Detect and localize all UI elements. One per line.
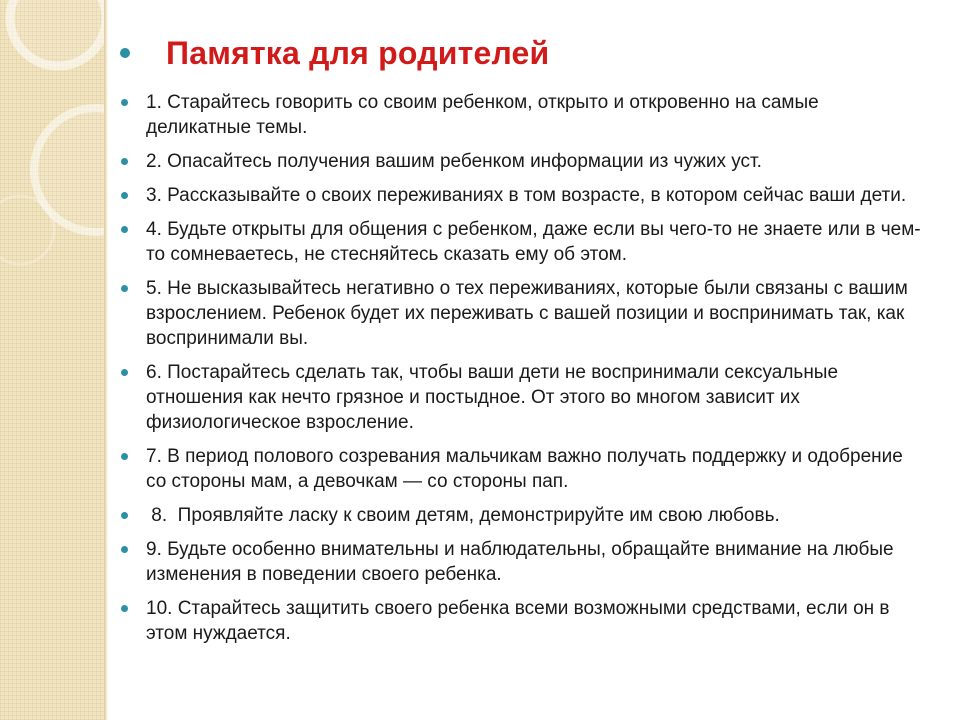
title-row bbox=[118, 28, 928, 78]
list-item bbox=[118, 217, 928, 267]
side-panel-border bbox=[104, 0, 108, 720]
bullet-icon bbox=[121, 605, 128, 612]
content-area bbox=[118, 28, 928, 655]
bullet-icon bbox=[121, 158, 128, 165]
bullet-icon bbox=[121, 192, 128, 199]
list-item-text: 1. Старайтесь говорить со своим ребенком, открыто и откровенно на самые деликатные темы. bbox=[146, 92, 819, 138]
list-item bbox=[118, 90, 928, 140]
list-item-text: 9. Будьте особенно внимательны и наблюдательны, обращайте внимание на любые изменения в поведении своего ребенка. bbox=[146, 539, 894, 585]
list-item-text: 7. В период полового созревания мальчикам важно получать поддержку и одобрение со стороны мам, а девочкам — со стороны пап. bbox=[146, 446, 903, 492]
list-item bbox=[118, 183, 928, 208]
bullet-icon bbox=[121, 99, 128, 106]
list-item-text: 2. Опасайтесь получения вашим ребенком информации из чужих уст. bbox=[146, 151, 762, 172]
bullet-icon bbox=[121, 546, 128, 553]
list-item bbox=[118, 444, 928, 494]
list-item-text: 3. Рассказывайте о своих переживаниях в том возрасте, в котором сейчас ваши дети. bbox=[146, 185, 907, 206]
list-item-text: 8. Проявляйте ласку к своим детям, демонстрируйте им свою любовь. bbox=[146, 505, 780, 526]
list-item-text: 4. Будьте открыты для общения с ребенком, даже если вы чего-то не знаете или в чем-то сомневаетесь, не стесняйтесь сказать ему об этом. bbox=[146, 219, 921, 265]
decorative-side-panel bbox=[0, 0, 104, 720]
bullet-icon bbox=[121, 226, 128, 233]
list-item bbox=[118, 149, 928, 174]
bullet-icon bbox=[121, 285, 128, 292]
list-item bbox=[118, 360, 928, 435]
bullet-icon bbox=[121, 453, 128, 460]
page-title: Памятка для родителей bbox=[166, 34, 550, 71]
bullet-icon bbox=[121, 512, 128, 519]
list-item bbox=[118, 537, 928, 587]
list-item bbox=[118, 276, 928, 351]
list-item-text: 5. Не высказывайтесь негативно о тех переживаниях, которые были связаны с вашим взрослением. Ребенок будет их переживать с вашей позиции и воспринимать так, как воспринимали вы. bbox=[146, 278, 908, 349]
bullet-icon bbox=[121, 369, 128, 376]
decorative-circles bbox=[0, 0, 104, 720]
list-item-text: 6. Постарайтесь сделать так, чтобы ваши дети не воспринимали сексуальные отношения как нечто грязное и постыдное. От этого во многом зависит их физиологическое взросление. bbox=[146, 362, 839, 433]
title-bullet-icon bbox=[120, 48, 130, 58]
list-item bbox=[118, 596, 928, 646]
list-item bbox=[118, 503, 928, 528]
list-item-text: 10. Старайтесь защитить своего ребенка всеми возможными средствами, если он в этом нуждается. bbox=[146, 598, 890, 644]
